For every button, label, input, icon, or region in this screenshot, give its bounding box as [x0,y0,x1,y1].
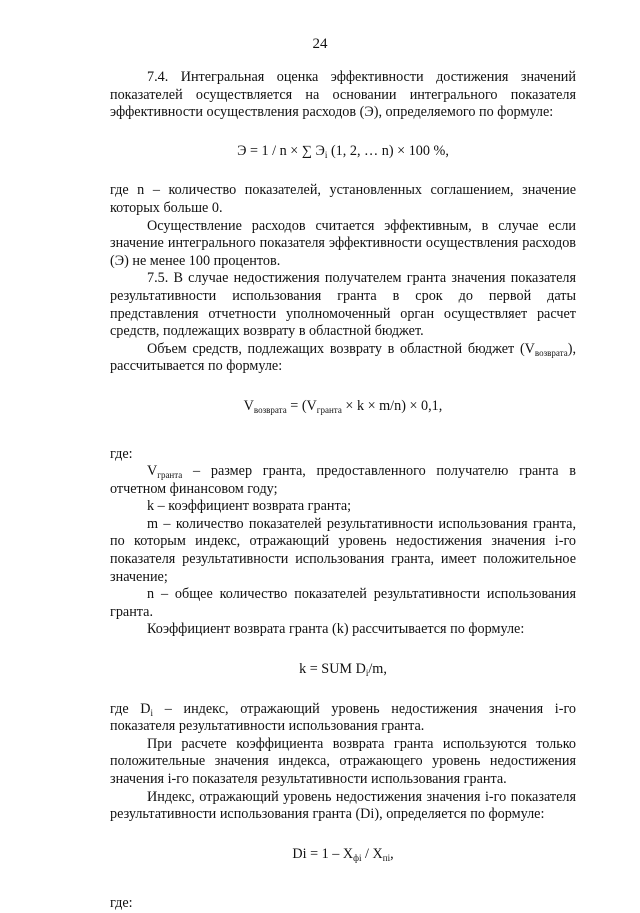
paragraph-k-formula-intro: Коэффициент возврата гранта (k) рассчитывается по формуле: [147,621,525,638]
text-part: Объем средств, подлежащих возврату в областной бюджет (V [147,340,535,357]
formula-subscript: гранта [316,404,342,415]
text-part: где D [110,700,151,717]
text-subscript: гранта [157,470,183,481]
formula-part: /m, [368,661,387,678]
formula-subscript: фi [353,852,362,863]
paragraph-7-4: 7.4. Интегральная оценка эффективности достижения значений показателей осуществляется на основании интегрального показателя эффективности осуществления расходов (Э), определяемого по формуле: [110,69,576,121]
formula-part: = (V [286,397,317,414]
formula-refund [110,376,576,446]
document-body [110,69,576,913]
definition-k: k – коэффициент возврата гранта; [147,498,352,515]
formula-part: Di = 1 – X [292,845,354,862]
text-part: V [147,463,158,480]
formula-di [110,824,576,896]
formula-subscript: i [324,149,328,160]
formula-subscript: пi [382,852,391,863]
text-subscript: i [150,707,154,718]
paragraph-where-final: где: [110,895,133,912]
definition-v-grant [110,463,576,498]
paragraph-efficiency-criterion: Осуществление расходов считается эффективным, в случае если значение интегрального показателя эффективности осуществления расходов (Э) не менее 100 процентов. [110,217,576,269]
definition-n: n – общее количество показателей результативности использования гранта. [110,586,576,620]
text-part: ), рассчитывается по формуле: [110,340,576,375]
paragraph-7-5: 7.5. В случае недостижения получателем гранта значения показателя результативности использования гранта в срок до первой даты представления отчетности уполномоченный орган осуществляет расчет средств, подлежащих возврату в областной бюджет. [110,270,576,340]
formula-subscript: i [365,668,369,679]
formula-part: V [243,397,254,414]
formula-part: / X [361,845,383,862]
formula-integral-efficiency [110,122,576,183]
formula-part: (1, 2, … n) × 100 %, [327,142,449,159]
paragraph-di-formula-intro: Индекс, отражающий уровень недостижения значения i-го показателя результативности использования гранта (Di), определяется по формуле: [110,788,576,823]
definition-di [110,701,576,736]
paragraph-positive-values: При расчете коэффициента возврата гранта используются только положительные значения индекса, отражающего уровень недостижения значения i-го показателя результативности использования гранта. [110,735,576,787]
text-part: – индекс, отражающий уровень недостижения значения i-го показателя результативности использования гранта. [110,700,576,735]
formula-part: Э = 1 / n × ∑ Э [237,142,325,159]
text-part: – размер гранта, предоставленного получателю гранта в отчетном финансовом году; [110,463,576,497]
paragraph-refund-volume [110,341,576,376]
formula-k [110,639,576,701]
paragraph-where-n: где n – количество показателей, установленных соглашением, значение которых больше 0. [110,182,576,216]
page-number: 24 [312,36,328,52]
paragraph-where: где: [110,445,133,462]
text-subscript: возврата [534,347,568,358]
definition-m: m – количество показателей результативности использования гранта, по которым индекс, отражающий уровень недостижения значения i-го показателя результативности использования гранта, имеет положительное значение; [110,515,576,585]
formula-part: × k × m/n) × 0,1, [341,397,443,414]
formula-part: k = SUM D [299,661,366,678]
formula-part: , [390,845,394,862]
formula-subscript: возврата [253,404,287,415]
